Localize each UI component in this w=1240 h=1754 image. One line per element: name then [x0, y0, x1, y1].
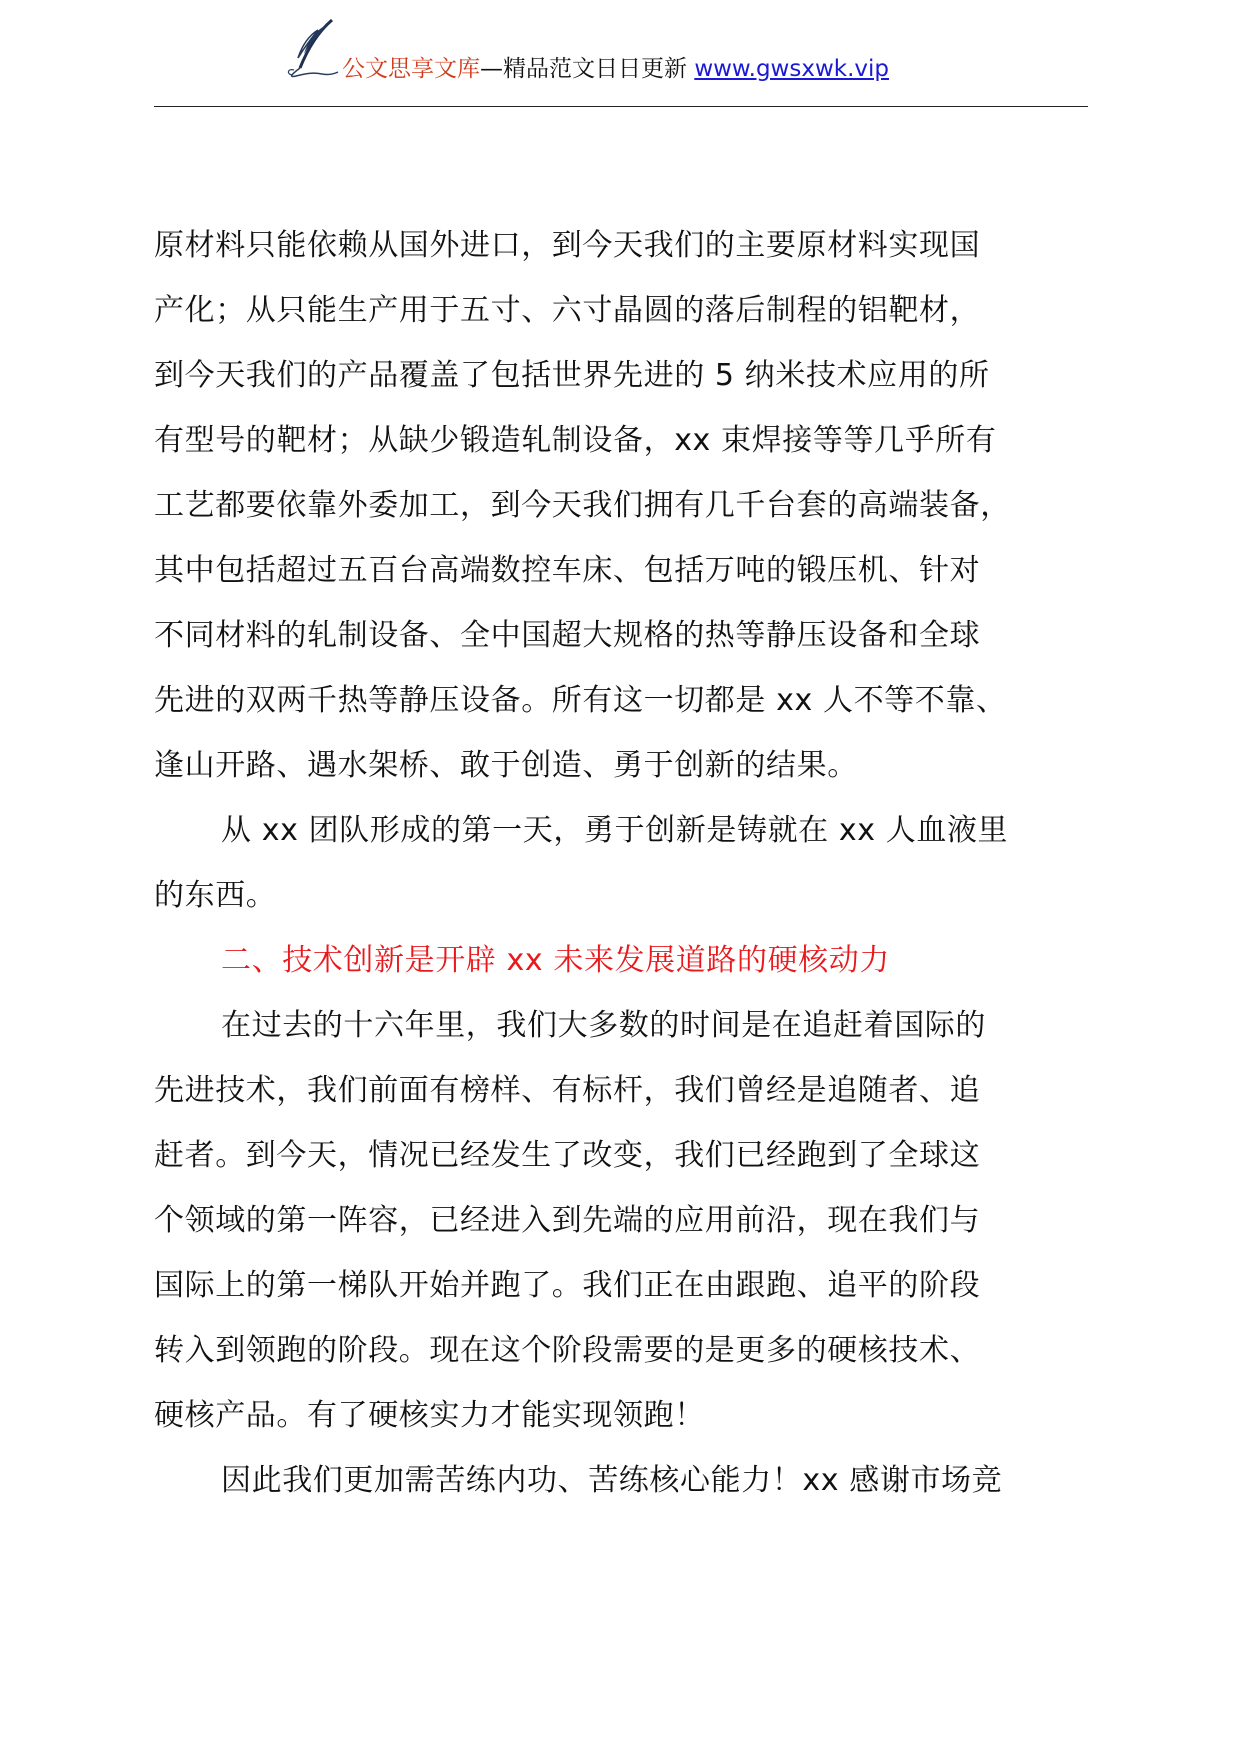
text-line: 赶者。到今天，情况已经发生了改变，我们已经跑到了全球这	[154, 1138, 981, 1173]
text-line: 工艺都要依靠外委加工，到今天我们拥有几千台套的高端装备，	[154, 488, 1011, 523]
text-line: 其中包括超过五百台高端数控车床、包括万吨的锻压机、针对	[154, 553, 981, 588]
tagline: —精品范文日日更新	[480, 56, 695, 82]
text-line: 有型号的靶材；从缺少锻造轧制设备，xx 束焊接等等几乎所有	[154, 423, 997, 458]
text-line: 到今天我们的产品覆盖了包括世界先进的 5 纳米技术应用的所	[154, 358, 990, 393]
quill-pen-icon	[282, 18, 342, 80]
text-line: 不同材料的轧制设备、全中国超大规格的热等静压设备和全球	[154, 618, 981, 653]
page-header	[0, 14, 1240, 84]
text-line: 国际上的第一梯队开始并跑了。我们正在由跟跑、追平的阶段	[154, 1268, 981, 1303]
text-line: 的东西。	[154, 878, 277, 913]
brand-name: 公文思享文库	[342, 56, 480, 82]
paragraph-start: 从 xx 团队形成的第一天，勇于创新是铸就在 xx 人血液里	[221, 813, 1009, 848]
section-heading: 二、技术创新是开辟 xx 未来发展道路的硬核动力	[221, 943, 890, 978]
paragraph-start: 因此我们更加需苦练内功、苦练核心能力！xx 感谢市场竞	[221, 1463, 1003, 1498]
header-divider	[154, 106, 1088, 107]
text-line: 先进技术，我们前面有榜样、有标杆，我们曾经是追随者、追	[154, 1073, 981, 1108]
text-line: 先进的双两千热等静压设备。所有这一切都是 xx 人不等不靠、	[154, 683, 1007, 718]
site-link[interactable]: www.gwsxwk.vip	[694, 56, 889, 82]
text-line: 硬核产品。有了硬核实力才能实现领跑！	[154, 1398, 705, 1433]
text-line: 逢山开路、遇水架桥、敢于创造、勇于创新的结果。	[154, 748, 858, 783]
text-line: 原材料只能依赖从国外进口，到今天我们的主要原材料实现国	[154, 228, 981, 263]
document-body	[154, 213, 1094, 1513]
paragraph-start: 在过去的十六年里，我们大多数的时间是在追赶着国际的	[221, 1008, 986, 1043]
text-line: 转入到领跑的阶段。现在这个阶段需要的是更多的硬核技术、	[154, 1333, 981, 1368]
text-line: 个领域的第一阵容，已经进入到先端的应用前沿，现在我们与	[154, 1203, 981, 1238]
text-line: 产化；从只能生产用于五寸、六寸晶圆的落后制程的铝靶材，	[154, 293, 981, 328]
header-text	[342, 50, 889, 83]
